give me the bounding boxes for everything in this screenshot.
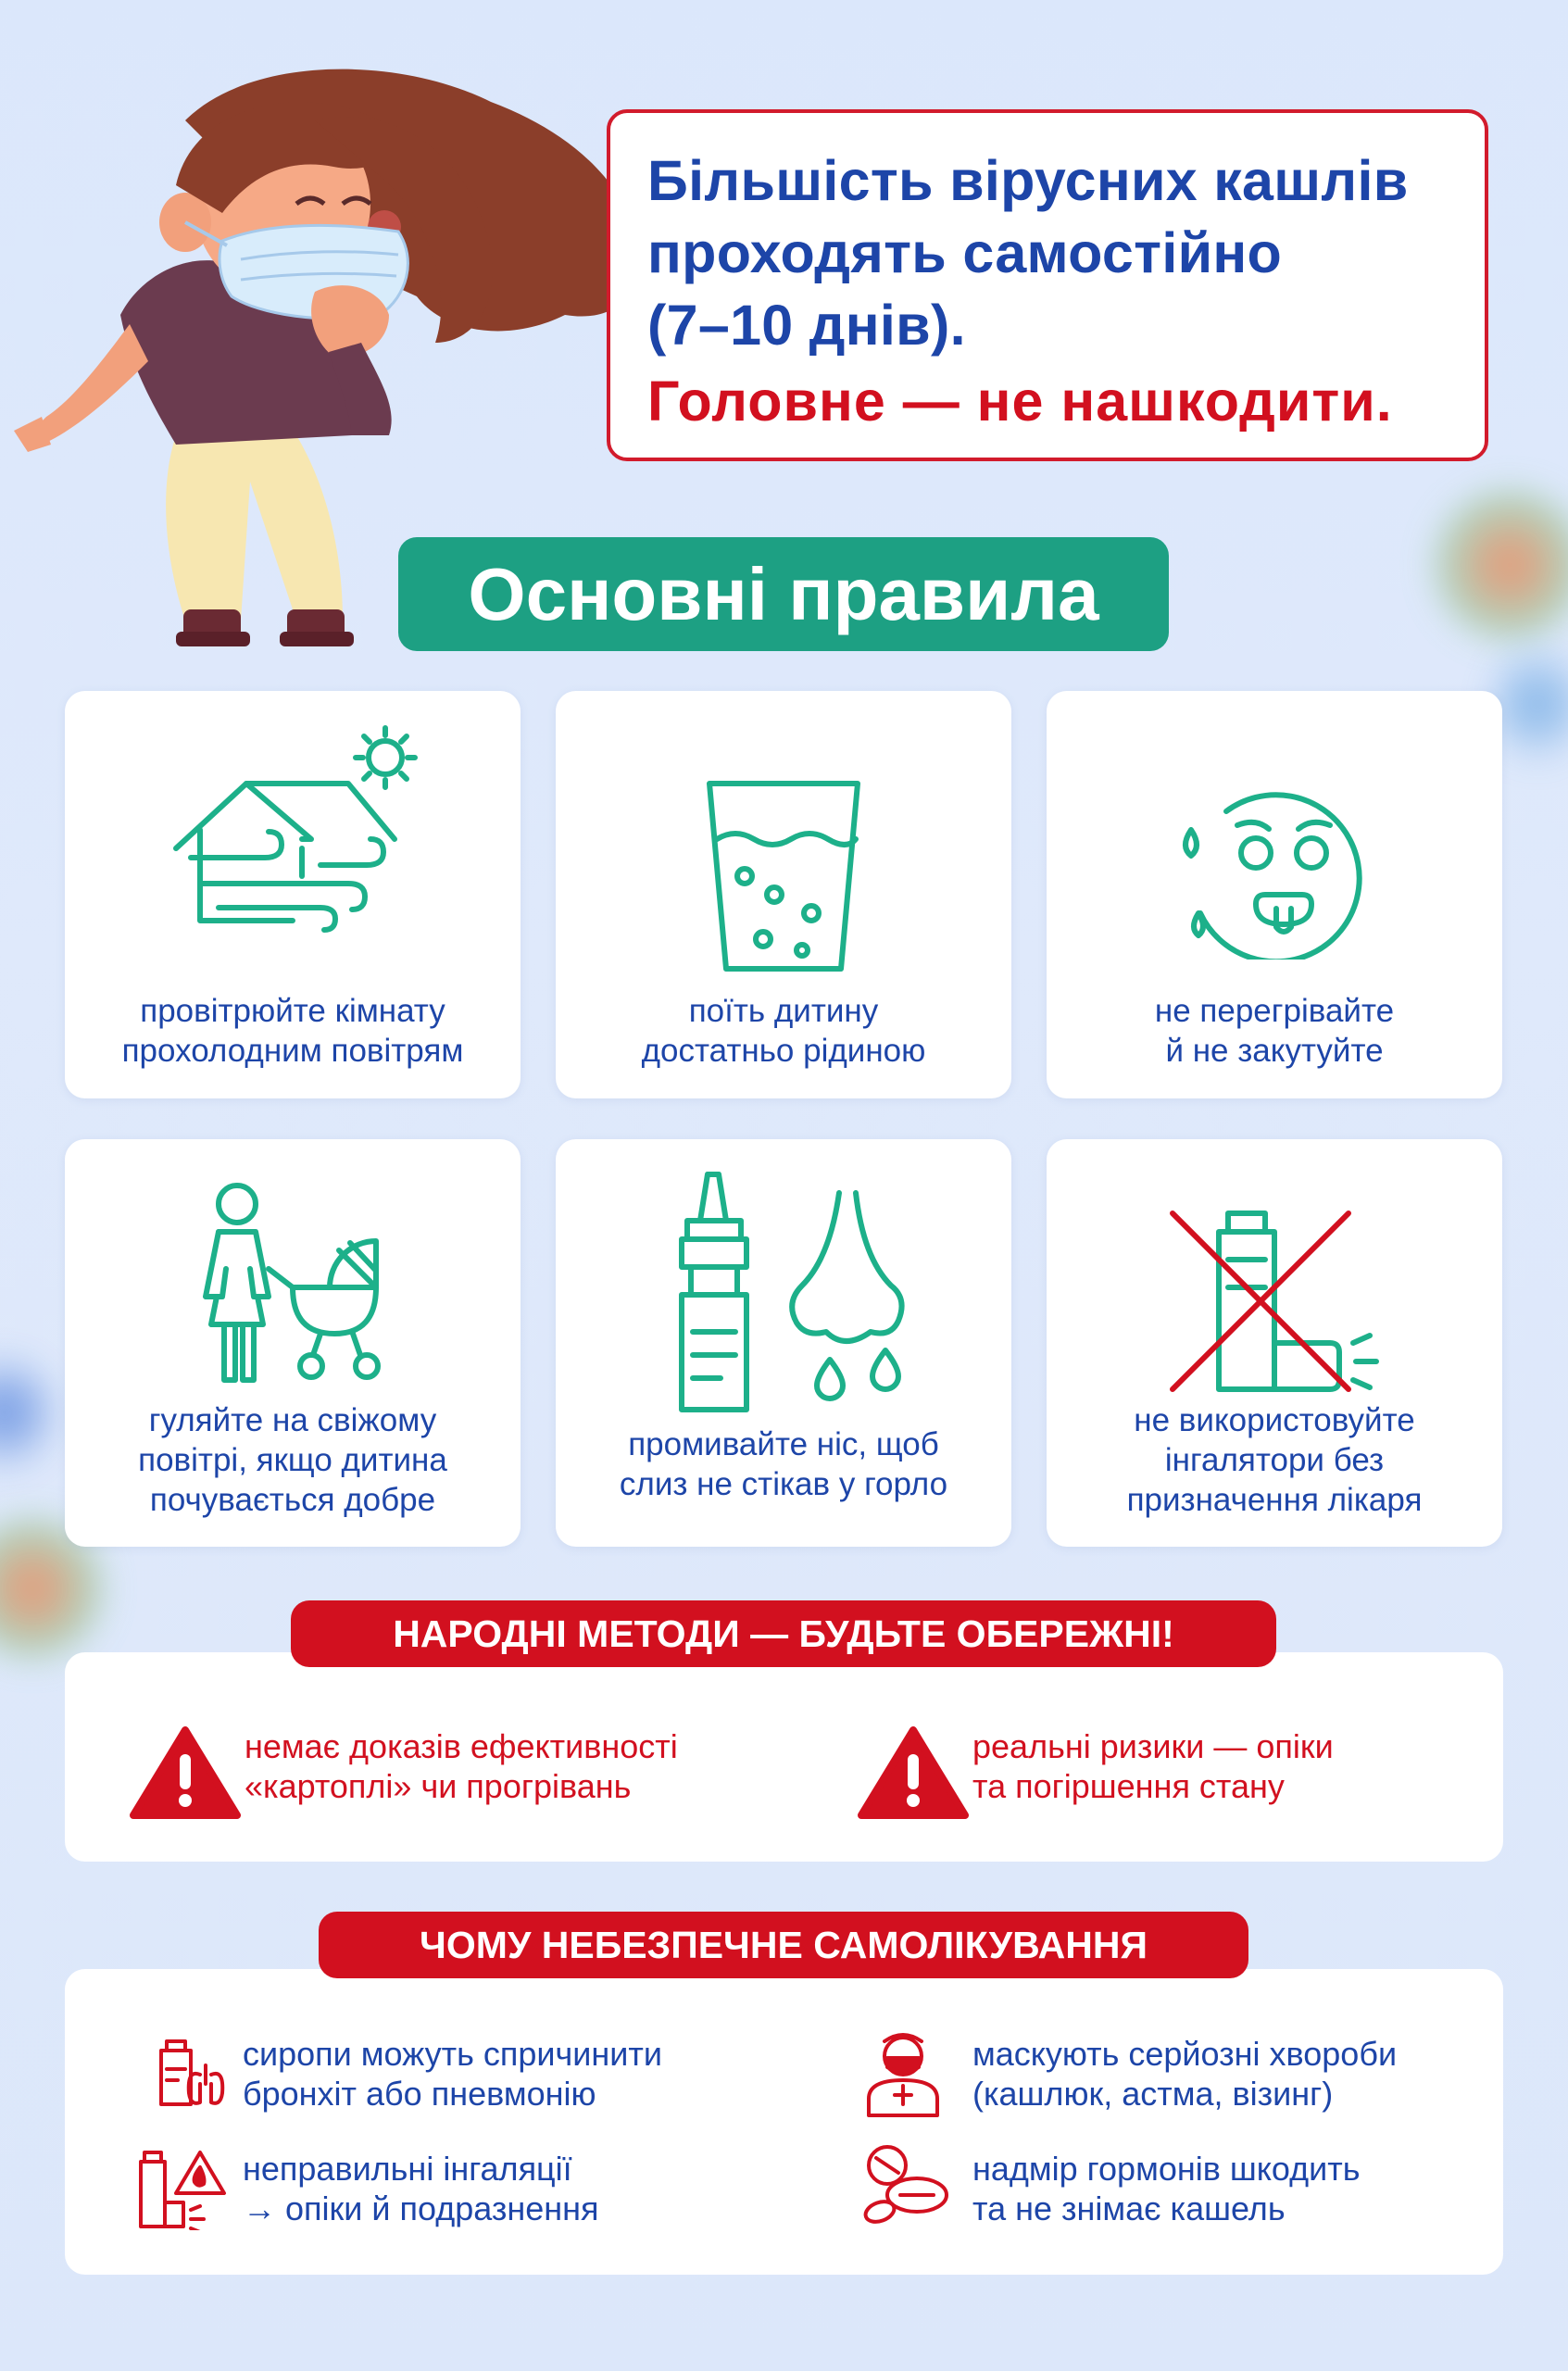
rule-caption-line: провітрюйте кімнату [140, 993, 445, 1029]
rule-card [556, 691, 1011, 1098]
self-text-line: маскують серйозні хвороби [972, 2035, 1398, 2073]
rule-caption-line: поїть дитину [688, 993, 879, 1029]
rule-card [65, 691, 521, 1098]
water-glass-icon [700, 774, 867, 978]
rule-caption-line: достатньо рідиною [641, 1033, 926, 1069]
background-blob [1491, 639, 1568, 769]
folk-text-line: та погіршення стану [972, 1767, 1285, 1805]
rule-card [1047, 1139, 1502, 1547]
nasal-spray-icon [654, 1165, 913, 1415]
rule-caption-line: слиз не стікав у горло [619, 1466, 948, 1502]
crossed-inhaler-icon [1163, 1204, 1386, 1399]
background-blob [0, 1352, 56, 1473]
rule-caption-line: й не закутуйте [1165, 1033, 1384, 1069]
inhaler-fire-icon [135, 2147, 228, 2230]
folk-text-line: «картоплі» чи прогрівань [245, 1767, 632, 1805]
folk-text-line: немає доказів ефективності [245, 1727, 678, 1765]
rule-card [1047, 691, 1502, 1098]
rule-caption-line: прохолодним повітрям [121, 1033, 464, 1069]
self-text-line: та не знімає кашель [972, 2189, 1286, 2227]
hot-face-icon [1173, 774, 1376, 960]
folk-title: НАРОДНІ МЕТОДИ — БУДЬТЕ ОБЕРЕЖНІ! [291, 1600, 1276, 1667]
hero-line-3: (7–10 днів). [647, 294, 966, 357]
hero-line-4: Головне — не нашкодити. [647, 370, 1393, 433]
masked-person-icon [861, 2030, 945, 2119]
background-blob [1436, 491, 1568, 639]
syrup-lungs-icon [154, 2038, 228, 2112]
rules-title: Основні правила [398, 537, 1169, 651]
rule-caption-line: призначення лікаря [1126, 1482, 1423, 1518]
self-text-line: бронхіт або пневмонію [243, 2075, 596, 2113]
pills-icon [859, 2141, 952, 2234]
rule-caption-line: не перегрівайте [1154, 993, 1395, 1029]
rule-caption-line: не використовуйте [1134, 1402, 1415, 1438]
house-ventilation-icon [163, 719, 422, 941]
folk-text-line: реальні ризики — опіки [972, 1727, 1334, 1765]
self-text-line: надмір гормонів шкодить [972, 2150, 1361, 2188]
self-text-line: неправильні інгаляції [243, 2150, 572, 2188]
self-text-line: → опіки й подразнення [243, 2189, 599, 2227]
rule-caption-line: інгалятори без [1164, 1442, 1385, 1478]
hero-line-2: проходять самостійно [647, 221, 1283, 284]
self-treatment-panel [65, 1969, 1503, 2275]
rule-caption-line: почувається добре [149, 1482, 436, 1518]
self-text-line: сиропи можуть спричинити [243, 2035, 662, 2073]
self-treatment-title: ЧОМУ НЕБЕЗПЕЧНЕ САМОЛІКУВАННЯ [319, 1912, 1248, 1978]
rule-card [65, 1139, 521, 1547]
rule-card [556, 1139, 1011, 1547]
folk-panel [65, 1652, 1503, 1862]
hero-callout [607, 109, 1488, 461]
warning-icon [858, 1726, 969, 1819]
rule-caption-line: повітрі, якщо дитина [138, 1442, 447, 1478]
self-text-line: (кашлюк, астма, візинг) [972, 2075, 1334, 2113]
rule-caption-line: гуляйте на свіжому [148, 1402, 437, 1438]
rule-caption-line: промивайте ніс, щоб [628, 1426, 939, 1462]
hero-line-1: Більшість вірусних кашлів [647, 149, 1409, 212]
warning-icon [130, 1726, 241, 1819]
parent-stroller-icon [191, 1176, 395, 1389]
